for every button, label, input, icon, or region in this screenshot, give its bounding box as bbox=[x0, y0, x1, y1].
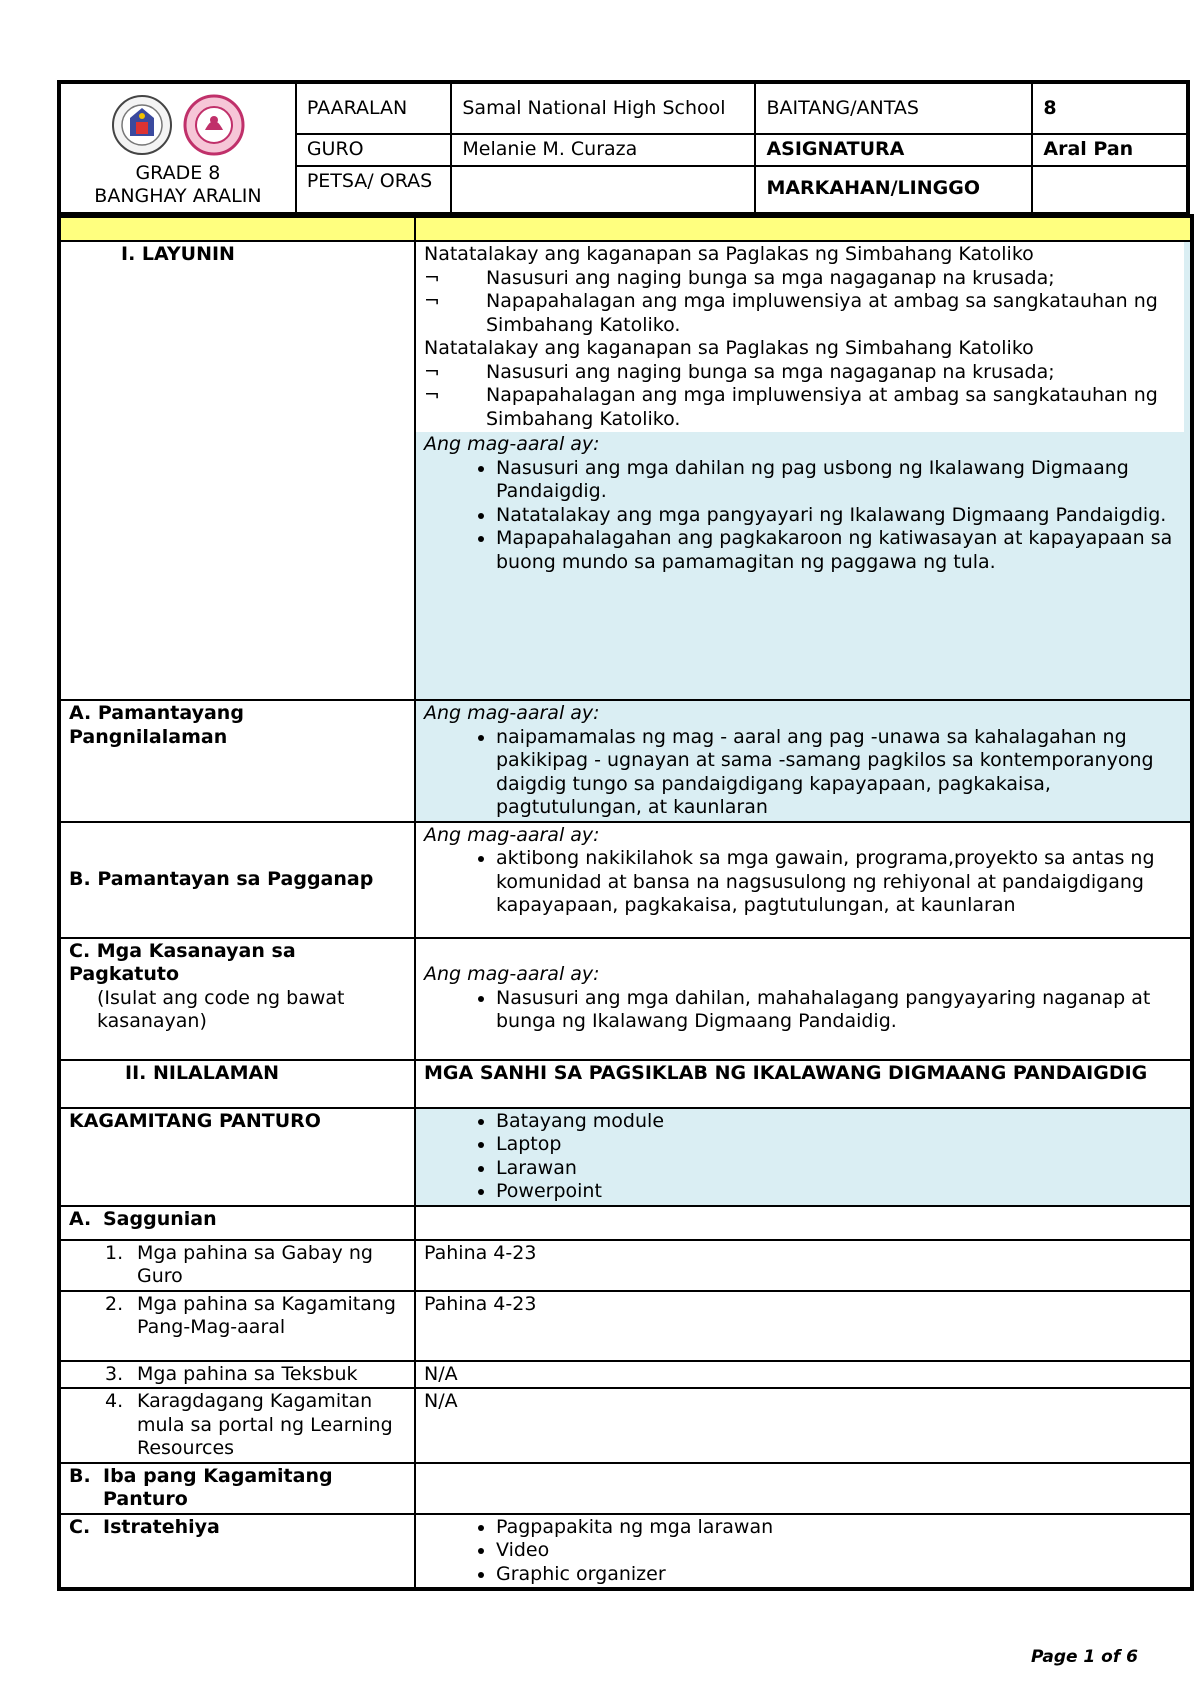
objective-item-1b: Napapahalagan ang mga impluwensiya at ambag sa sangkatauhan ng Simbahang Katoliko. bbox=[486, 290, 1158, 336]
other-materials-row: B. Iba pang Kagamitang Panturo bbox=[59, 1463, 1192, 1514]
date-label: PETSA/ ORAS bbox=[296, 166, 452, 214]
competencies-label: C. Mga Kasanayan sa Pagkatuto bbox=[69, 939, 296, 985]
list-item: • Batayang module bbox=[496, 1110, 1182, 1134]
list-item: • Natatalakay ang mga pangyayari ng Ikalawang Digmaang Pandaigdig. bbox=[496, 504, 1182, 528]
list-item: • Powerpoint bbox=[496, 1180, 1182, 1204]
reference-label: Mga pahina sa Kagamitang Pang-Mag-aaral bbox=[137, 1292, 396, 1338]
content-standard-label: A. Pamantayang Pangnilalaman bbox=[59, 700, 415, 822]
materials-label: KAGAMITANG PANTURO bbox=[59, 1108, 415, 1206]
objective-item-2a: Nasusuri ang naging bunga sa mga nagaganap na krusada; bbox=[486, 360, 1055, 383]
performance-standard-row bbox=[59, 822, 1192, 938]
grade-label: GRADE 8 bbox=[135, 161, 221, 184]
quarter-value bbox=[1032, 166, 1188, 214]
content-standard-row bbox=[59, 700, 1192, 822]
school-value: Samal National High School bbox=[451, 82, 755, 134]
reference-label: Mga pahina sa Gabay ng Guro bbox=[137, 1241, 373, 1287]
competencies-intro: Ang mag-aaral ay: bbox=[424, 963, 600, 986]
performance-standard-label: B. Pamantayan sa Pagganap bbox=[59, 822, 415, 938]
list-item: • Larawan bbox=[496, 1157, 1182, 1181]
date-value bbox=[451, 166, 755, 214]
strategy-label: Istratehiya bbox=[103, 1515, 220, 1538]
content-label: II. NILALAMAN bbox=[125, 1061, 280, 1084]
content-standard-intro: Ang mag-aaral ay: bbox=[424, 702, 600, 724]
table-row: 3. Mga pahina sa Teksbuk N/A bbox=[59, 1361, 1192, 1389]
teacher-value: Melanie M. Curaza bbox=[451, 134, 755, 166]
competencies-row bbox=[59, 938, 1192, 1060]
reference-value: N/A bbox=[415, 1361, 1192, 1389]
teacher-label: GURO bbox=[296, 134, 452, 166]
competencies-note: (Isulat ang code ng bawat kasanayan) bbox=[97, 986, 345, 1032]
grade-level-label: BAITANG/ANTAS bbox=[755, 82, 1032, 134]
reference-value: Pahina 4-23 bbox=[415, 1240, 1192, 1291]
objectives-learner-intro: Ang mag-aaral ay: bbox=[424, 433, 600, 455]
page-number: Page 1 of 6 bbox=[1030, 1647, 1138, 1667]
list-item: • Nasusuri ang mga dahilan ng pag usbong ng Ikalawang Digmaang Pandaigdig. bbox=[496, 457, 1182, 504]
subject-value: Aral Pan bbox=[1032, 134, 1188, 166]
reference-value: N/A bbox=[415, 1388, 1192, 1463]
yellow-header-row bbox=[59, 216, 1192, 241]
objective-item-1a: Nasusuri ang naging bunga sa mga nagaganap na krusada; bbox=[486, 266, 1055, 289]
reference-value: Pahina 4-23 bbox=[415, 1291, 1192, 1361]
content-row bbox=[59, 1060, 1192, 1108]
performance-standard-intro: Ang mag-aaral ay: bbox=[424, 823, 600, 846]
objective-item-2b: Napapahalagan ang mga impluwensiya at ambag sa sangkatauhan ng Simbahang Katoliko. bbox=[486, 384, 1158, 430]
logo-cell bbox=[59, 82, 296, 214]
table-row: 1. Mga pahina sa Gabay ng Guro Pahina 4-23 bbox=[59, 1240, 1192, 1291]
list-item: • Laptop bbox=[496, 1133, 1182, 1157]
reference-label: Mga pahina sa Teksbuk bbox=[137, 1362, 358, 1385]
list-item: • aktibong nakikilahok sa mga gawain, programa,proyekto sa antas ng komunidad at bansa na nagsusulong ng rehiyonal at pandaigdigang kapayapaan, pagkakaisa, pagtutulungan, at kaunlaran bbox=[496, 847, 1182, 918]
header-table bbox=[57, 80, 1190, 216]
objectives-label: I. LAYUNIN bbox=[121, 243, 235, 265]
lesson-plan-table bbox=[57, 214, 1194, 1591]
quarter-label: MARKAHAN/LINGGO bbox=[755, 166, 1032, 214]
materials-row bbox=[59, 1108, 1192, 1206]
list-item: • Mapapahalagahan ang pagkakaroon ng katiwasayan at kapayapaan sa buong mundo sa pamamagitan ng paggawa ng tula. bbox=[496, 527, 1182, 574]
deped-seal-icon bbox=[111, 94, 173, 156]
materials-list bbox=[424, 1110, 1182, 1204]
strategy-row: C. Istratehiya • Pagpapakita ng mga larawan • Video • Graphic organizer bbox=[59, 1514, 1192, 1590]
list-item: • Graphic organizer bbox=[496, 1563, 1182, 1587]
other-materials-value bbox=[415, 1463, 1192, 1514]
school-seal-icon bbox=[183, 94, 245, 156]
list-item: • Pagpapakita ng mga larawan bbox=[496, 1516, 1182, 1540]
grade-level-value: 8 bbox=[1032, 82, 1188, 134]
objective-intro-2: Natatalakay ang kaganapan sa Paglakas ng Simbahang Katoliko bbox=[424, 337, 1034, 359]
strategy-list bbox=[424, 1516, 1182, 1587]
reference-label: Karagdagang Kagamitan mula sa portal ng Learning Resources bbox=[137, 1390, 393, 1459]
table-row: 4. Karagdagang Kagamitan mula sa portal ng Learning Resources N/A bbox=[59, 1388, 1192, 1463]
objectives-list bbox=[424, 457, 1182, 575]
objective-intro-1: Natatalakay ang kaganapan sa Paglakas ng Simbahang Katoliko bbox=[424, 243, 1034, 265]
list-item: • Nasusuri ang mga dahilan, mahahalagang pangyayaring naganap at bunga ng Ikalawang Digmaang Pandaidig. bbox=[496, 987, 1182, 1034]
other-materials-label: Iba pang Kagamitang Panturo bbox=[103, 1464, 333, 1510]
references-row: A. Saggunian bbox=[59, 1206, 1192, 1240]
table-row: 2. Mga pahina sa Kagamitang Pang-Mag-aaral Pahina 4-23 bbox=[59, 1291, 1192, 1361]
list-item: • naipamamalas ng mag - aaral ang pag -unawa sa kahalagahan ng pakikipag - ugnayan at sama -samang pagkilos sa kontemporanyong daigdig tungo sa pandaigdigang kapayapaan, pagkakaisa, pagtutulungan, at kaunlaran bbox=[496, 726, 1182, 820]
content-value: MGA SANHI SA PAGSIKLAB NG IKALAWANG DIGMAANG PANDAIGDIG bbox=[415, 1060, 1192, 1108]
list-item: • Video bbox=[496, 1539, 1182, 1563]
references-label: Saggunian bbox=[103, 1207, 217, 1230]
subject-label: ASIGNATURA bbox=[755, 134, 1032, 166]
plan-label: BANGHAY ARALIN bbox=[94, 185, 262, 207]
school-label: PAARALAN bbox=[296, 82, 452, 134]
objectives-row: I. LAYUNIN Natatalakay ang kaganapan sa Paglakas ng Simbahang Katoliko ¬ Nasusuri ang naging bunga sa mga nagaganap na krusada; ¬ Napapahalagan ang mga impluwensiya at ambag sa sangkatauhan ng Simbahang Katoliko. Natatalakay ang kaganapan sa Paglakas ng Simbahang Katoliko ¬ Nasusuri ang naging bunga sa mga nagaganap na krusada; ¬ Napapahalagan ang mga impluwensiya at ambag sa sangkatauhan ng Simbahang Katoliko. Ang mag-aaral ay: • Nasusuri ang mga dahilan ng pag usbong ng Ikalawang Digmaang Pandaigdig. • Natatalakay ang mga pangyayari ng Ikalawang Digmaang Pandaigdig. • Mapapahalagahan ang pagkakaroon ng katiwasayan at kapayapaan sa buong mundo sa pamamagitan ng paggawa ng tula. bbox=[59, 241, 1192, 700]
